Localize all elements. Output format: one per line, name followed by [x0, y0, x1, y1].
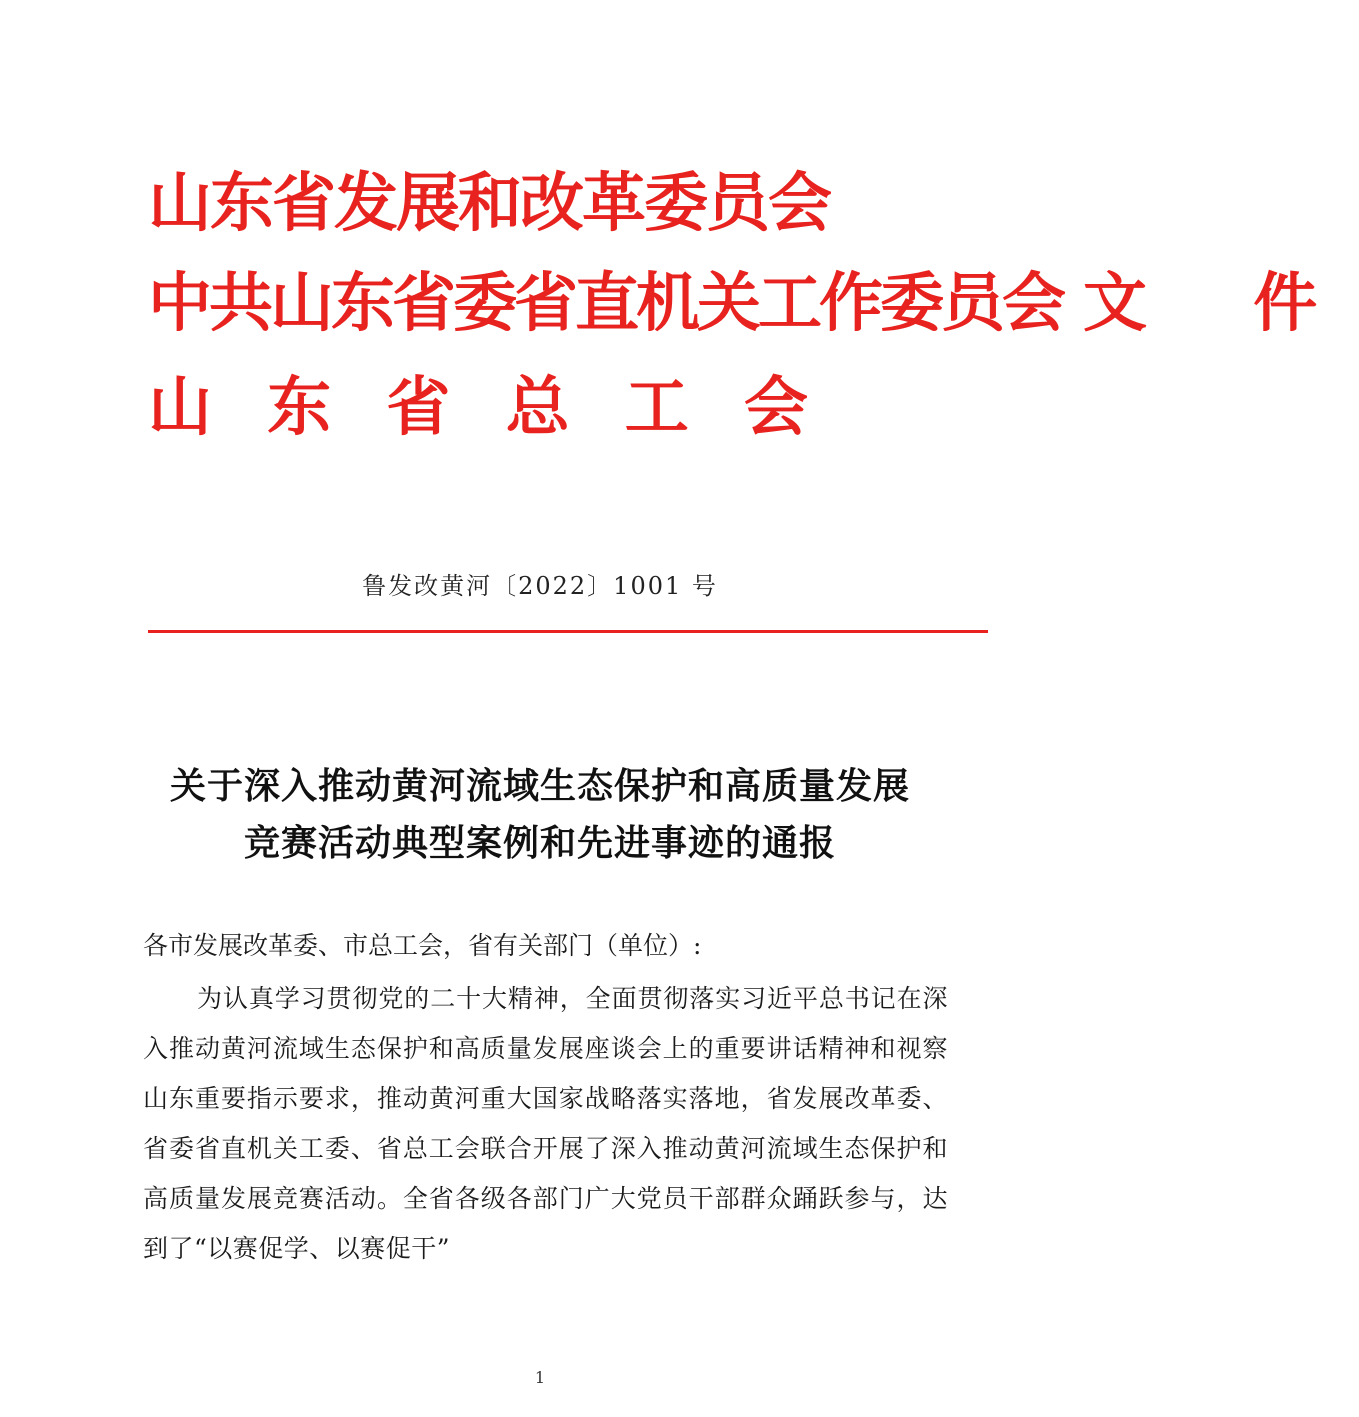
red-divider-line	[148, 630, 988, 633]
document-title-line-1: 关于深入推动黄河流域生态保护和高质量发展	[169, 766, 910, 807]
body-paragraph: 为认真学习贯彻党的二十大精神，全面贯彻落实习近平总书记在深入推动黄河流域生态保护和高质量发展座谈会上的重要讲话精神和视察山东重要指示要求，推动黄河重大国家战略落实落地，省发展改革委、省委省直机关工委、省总工会联合开展了深入推动黄河流域生态保护和高质量发展竞赛活动。全省各级各部门广大党员干部群众踊跃参与，达到了“以赛促学、以赛促干”	[143, 984, 948, 1263]
document-type-label: 文 件	[1083, 267, 1359, 341]
issuer-char: 总	[505, 371, 570, 445]
document-number: 鲁发改黄河〔2022〕1001 号	[362, 572, 718, 600]
issuer-char: 会	[743, 371, 808, 445]
issuer-name-work-committee	[148, 267, 1359, 341]
issuer-char: 山	[148, 371, 212, 445]
page-number: 1	[534, 1368, 546, 1387]
document-title-line-2: 竞赛活动典型案例和先进事迹的通报	[243, 823, 836, 864]
issuer-char: 东	[267, 371, 332, 445]
salutation: 各市发展改革委、市总工会，省有关部门（单位）:	[143, 931, 702, 960]
issuer-char: 工	[624, 371, 689, 445]
issuer-name-trade-union	[148, 371, 808, 445]
issuer-name-development-reform: 山东省发展和改革委员会	[148, 167, 830, 241]
issuer-char: 省	[386, 371, 451, 445]
issuer-name-work-committee-text: 中共山东省委省直机关工作委员会	[148, 267, 1063, 341]
